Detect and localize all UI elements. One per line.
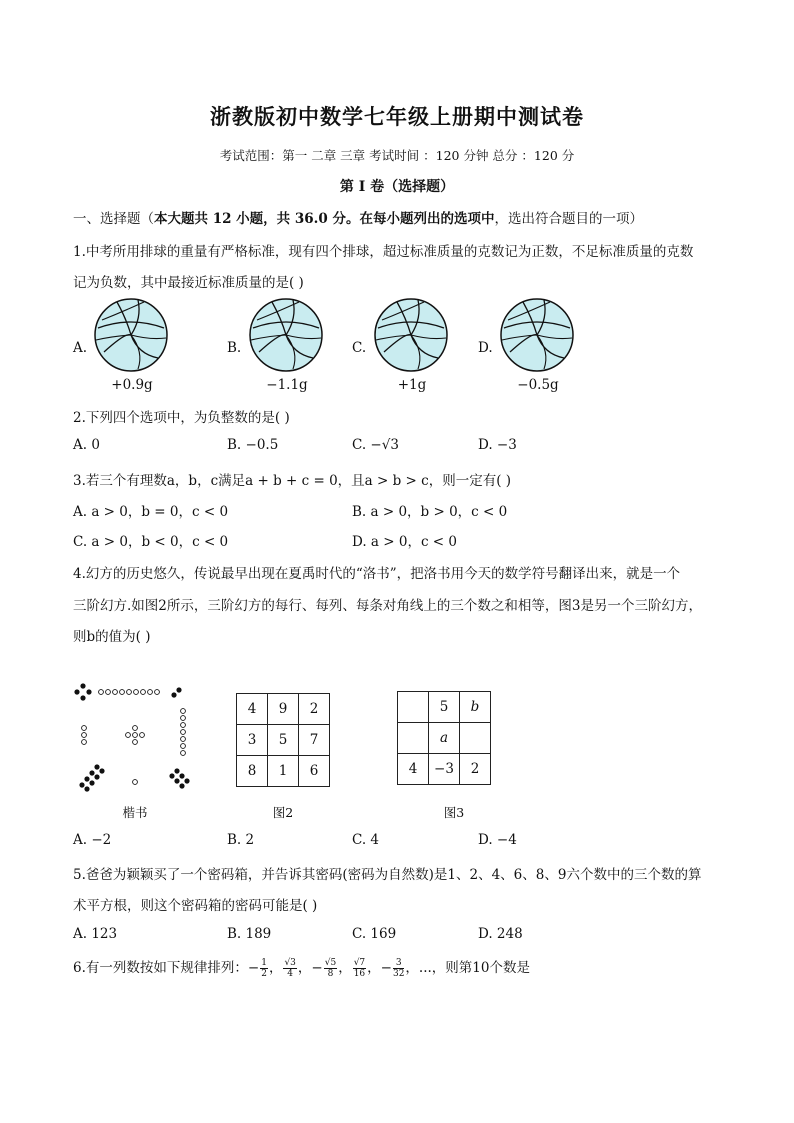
q4-line1: 4.幻方的历史悠久，传说最早出现在夏禹时代的“洛书”，把洛书用今天的数学符号翻译出来，就是一个 xyxy=(73,566,681,582)
q6-term-numerator: √3 xyxy=(284,958,296,968)
grid2-cell: 9 xyxy=(268,694,299,725)
grid2-cell: 3 xyxy=(237,725,268,756)
q6-term-denominator: 32 xyxy=(392,969,405,979)
q5-option-d[interactable]: D. 248 xyxy=(478,926,523,942)
q1-option-c-weight: +1g xyxy=(397,377,427,393)
volleyball-icon xyxy=(92,296,170,374)
grid3-cell: 4 xyxy=(398,754,429,785)
q3-option-d[interactable]: D. a > 0，c < 0 xyxy=(352,534,458,550)
grid2-cell: 6 xyxy=(299,756,330,787)
volleyball-icon xyxy=(498,296,576,374)
q6-term-denominator: 16 xyxy=(353,969,366,979)
section-heading xyxy=(73,207,643,227)
q6-term-numerator: 3 xyxy=(393,958,404,969)
q1-option-d-weight: −0.5g xyxy=(517,377,559,393)
q5-option-b[interactable]: B. 189 xyxy=(227,926,272,942)
grid2-cell: 8 xyxy=(237,756,268,787)
fig3-caption: 图3 xyxy=(443,805,465,820)
q6-term-denominator: 2 xyxy=(261,969,267,979)
q1-option-a-weight: +0.9g xyxy=(111,377,153,393)
grid3-cell: 2 xyxy=(460,754,491,785)
q5-option-c[interactable]: C. 169 xyxy=(352,926,397,942)
grid3-cell: a xyxy=(429,723,460,754)
q4-option-a[interactable]: A. −2 xyxy=(73,832,112,848)
q3-stem: 3.若三个有理数a，b，c满足a + b + c = 0，且a > b > c，则一定有( ) xyxy=(73,473,512,489)
q5-line1: 5.爸爸为颖颖买了一个密码箱，并告诉其密码(密码为自然数)是1、2、4、6、8、9六个数中的三个数的算 xyxy=(73,867,702,883)
section-bold: 本大题共 12 小题，共 36.0 分。在每小题列出的选项中 xyxy=(154,211,495,227)
q6-term-fraction xyxy=(260,958,268,979)
fig1-caption: 楷书 xyxy=(122,805,148,820)
q6-prefix: 6.有一列数按如下规律排列： xyxy=(73,960,248,976)
grid3-cell xyxy=(398,723,429,754)
grid2-cell: 1 xyxy=(268,756,299,787)
section-suffix: ，选出符合题目的一项） xyxy=(494,211,643,227)
grid3-cell xyxy=(460,723,491,754)
q6-term-fraction xyxy=(353,958,366,979)
q1-line2: 记为负数，其中最接近标准质量的是( ) xyxy=(73,275,304,291)
q1-option-a-letter: A. xyxy=(73,340,88,356)
q2-option-c[interactable]: C. −√3 xyxy=(352,437,399,453)
q4-line2: 三阶幻方.如图2所示，三阶幻方的每行、每列、每条对角线上的三个数之和相等，图3是另一个三阶幻方， xyxy=(73,598,702,614)
q1-option-c-letter: C. xyxy=(352,340,367,356)
magic-square-fig2 xyxy=(236,693,330,787)
q2-stem: 2.下列四个选项中，为负整数的是( ) xyxy=(73,410,290,426)
q6-term-denominator: 8 xyxy=(327,969,334,979)
q3-option-c[interactable]: C. a > 0，b < 0，c < 0 xyxy=(73,534,229,550)
grid3-cell: 5 xyxy=(429,692,460,723)
luoshu-figure xyxy=(72,683,197,795)
q1-option-b-letter: B. xyxy=(227,340,242,356)
q6-term-numerator: √5 xyxy=(324,958,337,968)
q2-option-b[interactable]: B. −0.5 xyxy=(227,437,279,453)
q6-term-fraction xyxy=(283,958,296,979)
q5-option-a[interactable]: A. 123 xyxy=(73,926,118,942)
q6-suffix: ，...，则第10个数是 xyxy=(405,960,530,976)
q1-option-b-weight: −1.1g xyxy=(266,377,308,393)
q2-option-a[interactable]: A. 0 xyxy=(73,437,100,453)
exam-info: 考试范围：第一 二章 三章 考试时间 ：120 分钟 总分 ：120 分 xyxy=(219,148,575,163)
q3-option-b[interactable]: B. a > 0，b > 0，c < 0 xyxy=(352,504,508,520)
q4-option-b[interactable]: B. 2 xyxy=(227,832,255,848)
volleyball-icon xyxy=(372,296,450,374)
grid3-cell: −3 xyxy=(429,754,460,785)
grid2-cell: 7 xyxy=(299,725,330,756)
volleyball-icon xyxy=(247,296,325,374)
grid3-cell xyxy=(398,692,429,723)
exam-title: 浙教版初中数学七年级上册期中测试卷 xyxy=(210,104,584,129)
q6-term-numerator: 1 xyxy=(261,958,267,968)
grid2-cell: 2 xyxy=(299,694,330,725)
q6-term-sign: − xyxy=(380,960,392,976)
q6-term-denominator: 4 xyxy=(287,969,294,979)
grid2-cell: 5 xyxy=(268,725,299,756)
q2-option-d[interactable]: D. −3 xyxy=(478,437,517,453)
q6-term-sign: − xyxy=(247,960,260,976)
grid3-cell: b xyxy=(460,692,491,723)
q4-line3: 则b的值为( ) xyxy=(73,629,151,645)
q1-line1: 1.中考所用排球的重量有严格标准，现有四个排球，超过标准质量的克数记为正数，不足标准质量的克数 xyxy=(73,244,694,260)
q5-line2: 术平方根，则这个密码箱的密码可能是( ) xyxy=(73,898,318,914)
fig2-caption: 图2 xyxy=(272,805,294,820)
q6-term-numerator: √7 xyxy=(353,958,366,968)
part-heading: 第 I 卷（选择题） xyxy=(339,179,455,195)
grid2-cell: 4 xyxy=(237,694,268,725)
q3-option-a[interactable]: A. a > 0，b = 0，c < 0 xyxy=(73,504,229,520)
section-prefix: 一、选择题（ xyxy=(73,211,154,227)
q4-option-c[interactable]: C. 4 xyxy=(352,832,380,848)
q6-term-sign: − xyxy=(311,960,323,976)
q4-option-d[interactable]: D. −4 xyxy=(478,832,517,848)
q6-term-fraction xyxy=(324,958,337,979)
q1-option-d-letter: D. xyxy=(478,340,493,356)
q6-term-fraction xyxy=(393,958,404,979)
q6-stem: 6.有一列数按如下规律排列：− $\frac{1}{2}$ ， $\frac{√3}{4}$ ，− $\frac{√5}{8}$ ， $\frac{√7}{16}$ ，− $\frac{3}{32}$ ，...，则第10个数是 xyxy=(73,958,530,979)
magic-square-fig3 xyxy=(397,691,491,785)
